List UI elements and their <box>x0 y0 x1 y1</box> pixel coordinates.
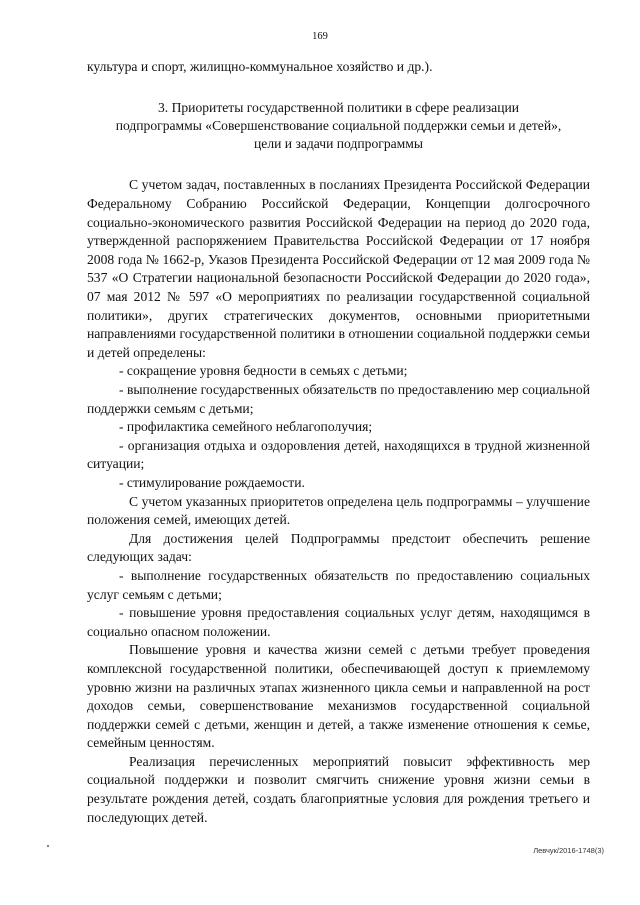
page-number: 169 <box>312 31 328 42</box>
priority-item: - профилактика семейного неблагополучия; <box>119 419 373 435</box>
document-code: Левчук/2016-1748(3) <box>533 846 604 855</box>
intro-paragraph: С учетом задач, поставленных в посланиях Президента Российской Федерации Федеральному Собранию Российской Федерации, Концепции долгосрочного социально-экономического развития Российской Федерации на период до 2020 года, утвержденной распоряжением Правительства Российской Федерации от 17 ноября 2008 года № 1662-р, Указов Президента Российской Федерации от 12 мая 2009 года № 537 «О Стратегии национальной безопасности Российской Федерации до 2020 года», 07 мая 2012 № 597 «О мероприятиях по реализации государственной социальной политики», других стратегических документов, основными приоритетными направлениями государственной политики в отношении социальной поддержки семьи и детей определены: <box>87 177 590 360</box>
task-item: - повышение уровня предоставления социальных услуг детям, находящимся в социально опасном положении. <box>87 605 590 639</box>
lead-paragraph: культура и спорт, жилищно-коммунальное хозяйство и др.). <box>87 59 433 74</box>
priority-item: - сокращение уровня бедности в семьях с детьми; <box>119 363 408 379</box>
page-content <box>87 58 590 827</box>
section-heading <box>87 99 590 154</box>
priority-item: - выполнение государственных обязательств по предоставлению мер социальной поддержки семьям с детьми; <box>87 382 590 416</box>
quality-paragraph: Повышение уровня и качества жизни семей с детьми требует проведения комплексной государственной политики, обеспечивающей доступ к приемлемому уровню жизни на различных этапах жизненного цикла семьи и направленной на рост доходов семьи, совершенствование механизмов государственной социальной поддержки семей с детьми, женщин и детей, а также изменение отношения к семье, семейным ценностям. <box>87 642 590 751</box>
tasks-intro-paragraph: Для достижения целей Подпрограммы предстоит обеспечить решение следующих задач: <box>87 530 590 565</box>
task-item: - выполнение государственных обязательств по предоставлению социальных услуг семьям с детьми; <box>87 567 590 602</box>
conclusion-paragraph: Реализация перечисленных мероприятий повысит эффективность мер социальной поддержки и позволит смягчить снижение уровня жизни семьи в результате рождения детей, создать благоприятные условия для рождения третьего и последующих детей. <box>87 753 590 825</box>
section-heading-line: подпрограммы «Совершенствование социальной поддержки семьи и детей», <box>115 117 562 133</box>
priority-item: - стимулирование рождаемости. <box>119 474 305 490</box>
goal-paragraph: С учетом указанных приоритетов определена цель подпрограммы – улучшение положения семей, имеющих детей. <box>87 493 590 528</box>
priority-item: - организация отдыха и оздоровления детей, находящихся в трудной жизненной ситуации; <box>87 437 590 472</box>
section-heading-line: цели и задачи подпрограммы <box>254 136 423 152</box>
section-heading-line: 3. Приоритеты государственной политики в сфере реализации <box>157 99 520 115</box>
scan-artifact-dot <box>47 845 49 847</box>
